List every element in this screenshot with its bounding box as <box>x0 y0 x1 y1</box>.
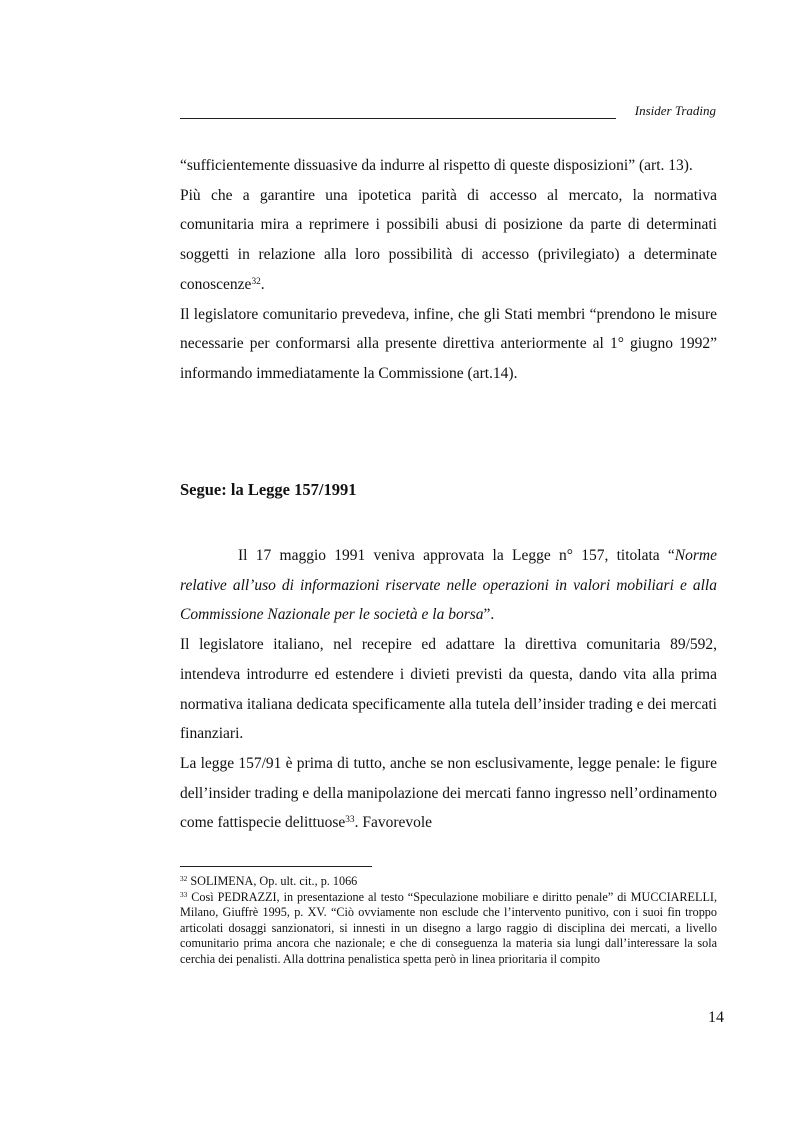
body-text-block-1 <box>180 151 717 389</box>
footnote-text: Così PEDRAZZI, in presentazione al testo “Speculazione mobiliare e diritto penale” di MUCCIARELLI, Milano, Giuffrè 1995, p. XV. “Ciò ovviamente non esclude che l’intervento punitivo, con i suoi fin troppo articolati dosaggi sanzionatori, si innesti in un disegno a largo raggio di disciplina dei mercati, a livello comunitario prima ancora che nazionale; e che di conseguenza la materia sia lungi dall’interessare la sola cerchia dei penalisti. Alla dottrina penalistica spetta però in linea prioritaria il compito <box>180 889 717 966</box>
footnotes <box>180 874 717 967</box>
paragraph: Il legislatore italiano, nel recepire ed adattare la direttiva comunitaria 89/592, intendeva introdurre ed estendere i divieti previsti da questa, dando vita alla prima normativa italiana dedicata specificamente alla tutela dell’insider trading e dei mercati finanziari. <box>180 636 717 743</box>
paragraph-text: Più che a garantire una ipotetica parità di accesso al mercato, la normativa comunitaria mira a reprimere i possibili abusi di posizione da parte di determinati soggetti in relazione alla loro possibilità di accesso (privilegiato) a determinate conoscenze <box>180 186 717 293</box>
paragraph <box>180 749 717 838</box>
law-title: Norme relative all’uso di informazioni riservate nelle operazioni in valori mobiliari e alla Commissione Nazionale per le società e la borsa <box>180 547 717 624</box>
paragraph-text: . <box>260 275 265 293</box>
paragraph: “sufficientemente dissuasive da indurre al rispetto di queste disposizioni” (art. 13). <box>180 157 693 174</box>
paragraph-text: La legge 157/91 è prima di tutto, anche se non esclusivamente, legge penale: le figure dell’insider trading e della manipolazione dei mercati fanno ingresso nell’ordinamento come fattispecie delittuose <box>180 754 717 832</box>
footnote-reference[interactable]: 32 <box>251 276 261 287</box>
page-number: 14 <box>708 1009 724 1026</box>
footnote-text: SOLIMENA, Op. ult. cit., p. 1066 <box>187 874 358 888</box>
footnote-number: 33 <box>180 889 188 899</box>
paragraph <box>180 181 717 300</box>
section-heading: Segue: la Legge 157/1991 <box>180 480 357 499</box>
paragraph <box>180 541 717 630</box>
paragraph-text: . Favorevole <box>354 814 433 832</box>
footnote <box>180 874 717 890</box>
body-text-block-2 <box>180 541 717 838</box>
paragraph: Il legislatore comunitario prevedeva, infine, che gli Stati membri “prendono le misure necessarie per conformarsi alla presente direttiva anteriormente al 1° giugno 1992” informando immediatamente la Commissione (art.14). <box>180 305 717 382</box>
footnote-separator <box>180 866 372 867</box>
footnote-number: 32 <box>180 873 188 883</box>
paragraph-text: ”. <box>483 606 495 624</box>
paragraph-text: Il 17 maggio 1991 veniva approvata la Legge n° 157, titolata “ <box>238 547 675 564</box>
running-header: Insider Trading <box>634 103 716 118</box>
footnote <box>180 890 717 968</box>
header-rule <box>180 118 616 119</box>
footnote-reference[interactable]: 33 <box>345 815 355 826</box>
